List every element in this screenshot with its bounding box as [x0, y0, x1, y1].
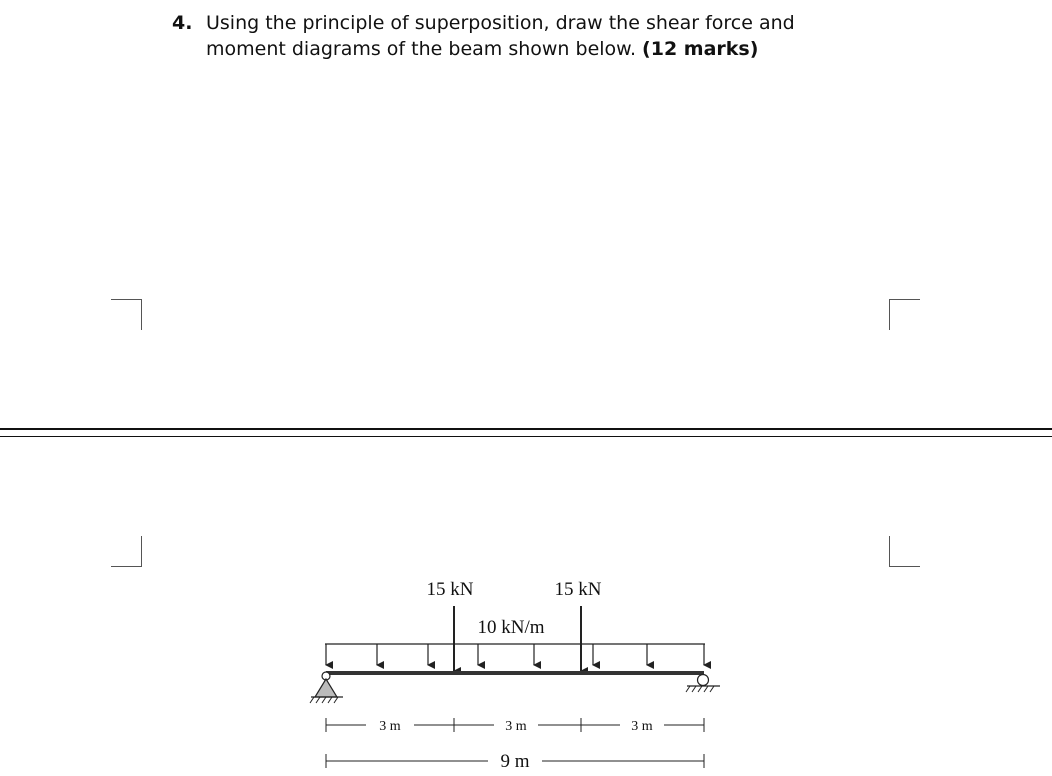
pin-support — [310, 672, 343, 703]
question-number: 4. — [172, 12, 193, 34]
span-2-label: 3 m — [505, 719, 527, 734]
question-text-line-2: moment diagrams of the beam shown below. — [206, 38, 636, 60]
question-block — [172, 10, 872, 62]
question-line-2 — [172, 36, 872, 62]
crop-mark-bottom-left — [111, 536, 142, 567]
question-text-line-1: Using the principle of superposition, draw the shear force and — [206, 12, 795, 34]
roller-support — [686, 675, 720, 693]
crop-mark-top-right — [889, 299, 920, 330]
span-1-label: 3 m — [379, 719, 401, 734]
crop-mark-top-left — [111, 299, 142, 330]
page-divider-thin — [0, 436, 1052, 437]
total-span-label: 9 m — [500, 751, 530, 772]
page-divider-thick — [0, 428, 1052, 430]
question-line-1 — [172, 10, 872, 36]
beam-diagram — [290, 570, 740, 776]
question-marks: (12 marks) — [642, 38, 759, 60]
span-3-label: 3 m — [631, 719, 653, 734]
point-load-left-label: 15 kN — [426, 579, 474, 600]
point-load-right-label: 15 kN — [554, 579, 602, 600]
beam — [326, 671, 704, 675]
crop-mark-bottom-right — [889, 536, 920, 567]
distributed-load-label: 10 kN/m — [477, 617, 545, 638]
udl-arrows — [326, 644, 704, 665]
